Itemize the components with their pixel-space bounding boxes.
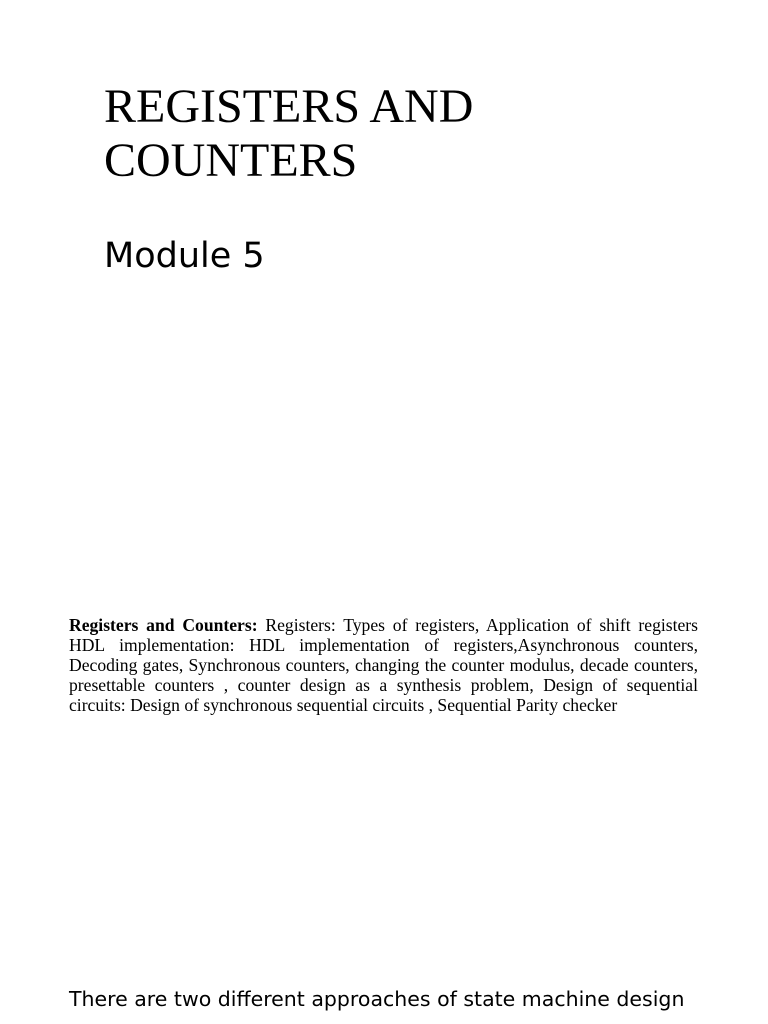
page-title [104, 80, 664, 188]
footer-text: There are two different approaches of state machine design [69, 987, 685, 1011]
module-subtitle: Module 5 [104, 236, 265, 276]
syllabus-paragraph [69, 615, 698, 715]
syllabus-heading: Registers and Counters: [69, 615, 258, 635]
syllabus-body: Registers: Types of registers, Application of shift registers HDL implementation: HDL implementation of registers,Asynchronous counters, Decoding gates, Synchronous counters, changing the counter modulus, decade counters, presettable counters , counter design as a synthesis problem, Design of sequential circuits: Design of synchronous sequential circuits , Sequential Parity checker [69, 615, 698, 715]
page-title-line-2: COUNTERS [104, 134, 358, 187]
page-title-line-1: REGISTERS AND [104, 80, 474, 133]
